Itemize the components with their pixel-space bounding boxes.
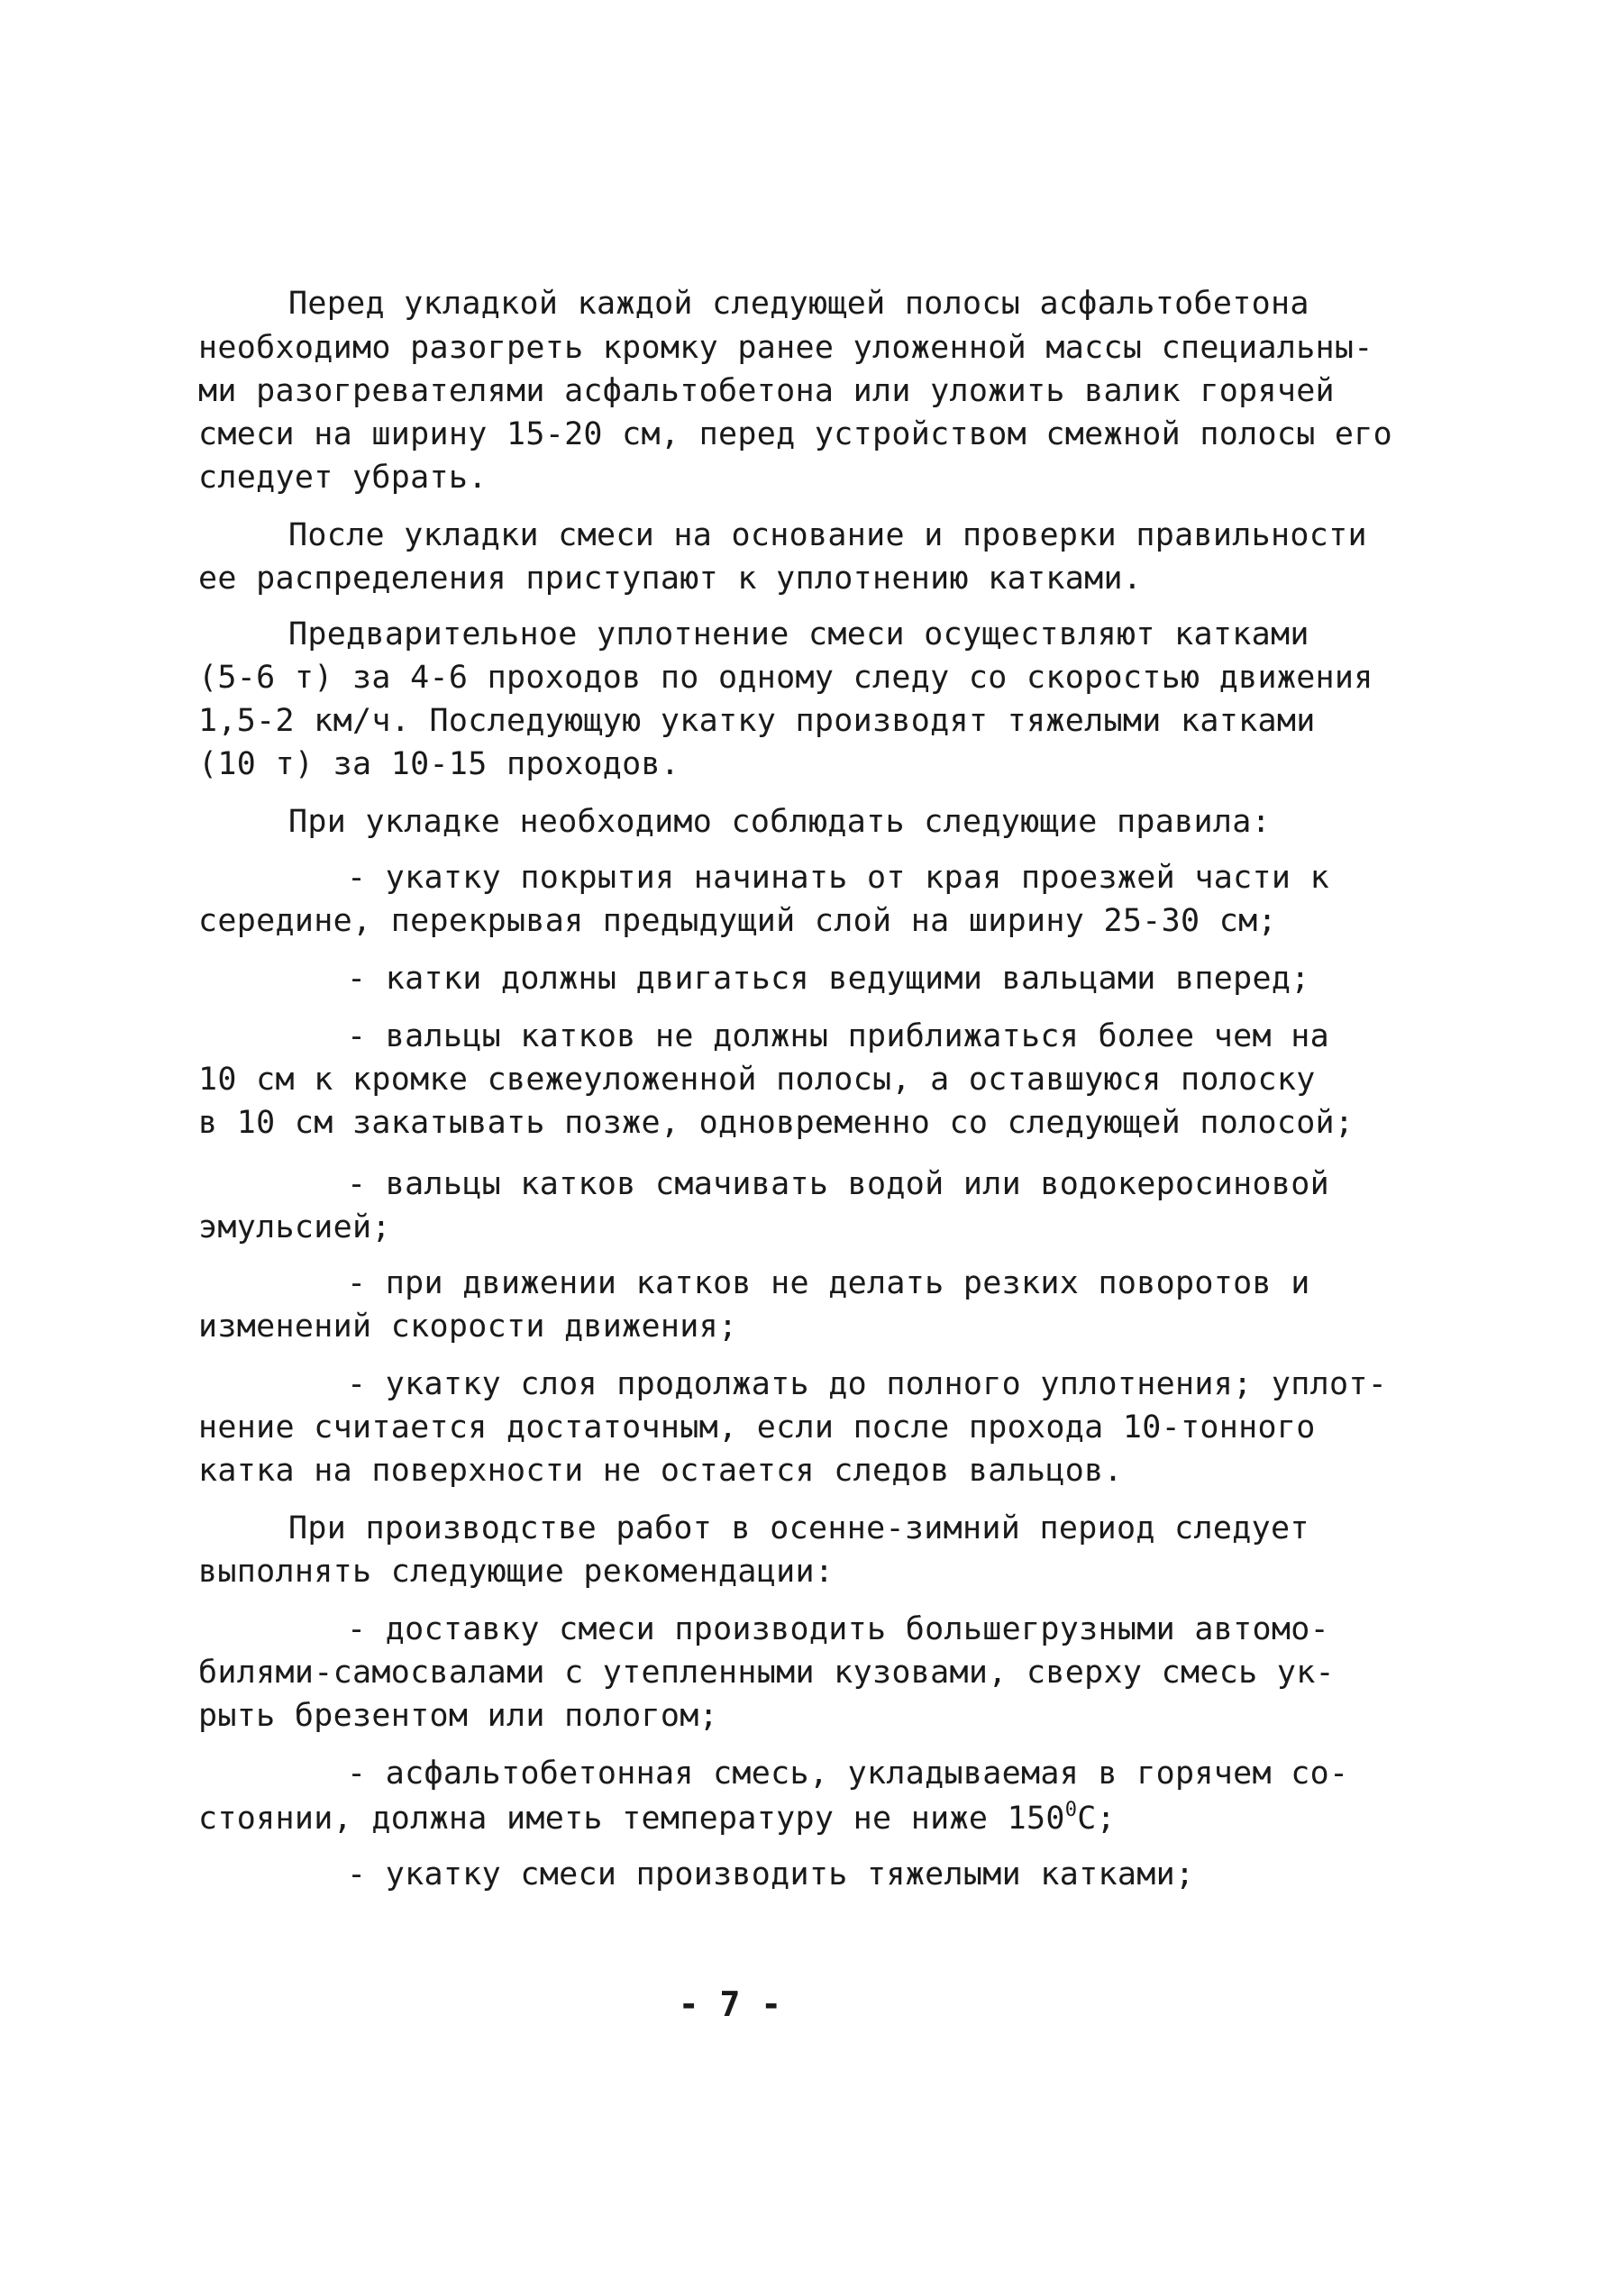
text-line: рыть брезентом или пологом; (198, 1698, 719, 1734)
text-fragment: С; (1077, 1801, 1117, 1837)
page-number: - 7 - (678, 1984, 782, 2024)
text-line: в 10 см закатывать позже, одновременно со следующей полосой; (198, 1105, 1355, 1141)
text-line: выполнять следующие рекомендации: (198, 1554, 835, 1590)
list-item: - укатку покрытия начинать от края проезжей части к (347, 860, 1329, 896)
text-line (198, 1797, 1116, 1840)
list-item: - доставку смеси производить большегрузными автомо- (347, 1611, 1329, 1647)
text-line: катка на поверхности не остается следов вальцов. (198, 1453, 1123, 1489)
text-fragment: стоянии, должна иметь температуру не ниже 150 (198, 1801, 1065, 1837)
text-line: (5-6 т) за 4-6 проходов по одному следу со скоростью движения (198, 660, 1373, 696)
list-item: - катки должны двигаться ведущими вальцами вперед; (347, 961, 1310, 997)
text-line: ее распределения приступают к уплотнению катками. (198, 561, 1143, 597)
list-item: - укатку смеси производить тяжелыми катками; (347, 1856, 1195, 1892)
list-item: - асфальтобетонная смесь, укладываемая в горячем со- (347, 1756, 1349, 1792)
degree-superscript: 0 (1064, 1799, 1078, 1821)
text-line: билями-самосвалами с утепленными кузовами, сверху смесь ук- (198, 1655, 1335, 1691)
text-line: Предварительное уплотнение смеси осуществляют катками (288, 616, 1309, 652)
text-line: необходимо разогреть кромку ранее уложенной массы специальны- (198, 330, 1373, 366)
text-line: эмульсией; (198, 1209, 391, 1245)
text-line: изменений скорости движения; (198, 1309, 738, 1345)
list-item: - при движении катков не делать резких поворотов и (347, 1265, 1310, 1301)
text-line: При производстве работ в осенне-зимний период следует (288, 1510, 1309, 1546)
text-line: середине, перекрывая предыдущий слой на ширину 25-30 см; (198, 903, 1277, 939)
list-item: - вальцы катков не должны приближаться более чем на (347, 1018, 1329, 1054)
text-line: Перед укладкой каждой следующей полосы асфальтобетона (288, 286, 1309, 322)
list-item: - укатку слоя продолжать до полного уплотнения; уплот- (347, 1366, 1388, 1402)
text-line: 10 см к кромке свежеуложенной полосы, а оставшуюся полоску (198, 1062, 1316, 1098)
list-item: - вальцы катков смачивать водой или водокеросиновой (347, 1166, 1329, 1202)
text-line: 1,5-2 км/ч. Последующую укатку производят тяжелыми катками (198, 703, 1316, 739)
text-line: ми разогревателями асфальтобетона или уложить валик горячей (198, 373, 1335, 409)
text-line: следует убрать. (198, 460, 488, 496)
text-line: нение считается достаточным, если после прохода 10-тонного (198, 1409, 1316, 1446)
text-line: (10 т) за 10-15 проходов. (198, 746, 680, 782)
text-line: смеси на ширину 15-20 см, перед устройством смежной полосы его (198, 416, 1393, 452)
text-line: При укладке необходимо соблюдать следующие правила: (288, 804, 1271, 840)
text-line: После укладки смеси на основание и проверки правильности (288, 517, 1367, 553)
